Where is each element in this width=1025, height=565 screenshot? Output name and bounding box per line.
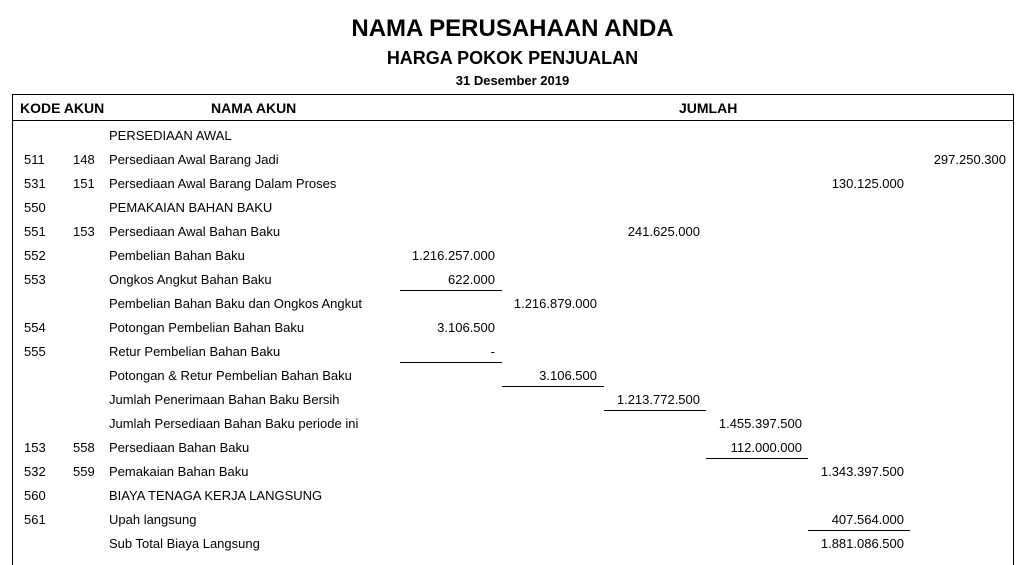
table-row	[0, 388, 1025, 412]
account-subcode: 559	[73, 464, 95, 479]
account-name: PEMAKAIAN BAHAN BAKU	[109, 200, 273, 215]
table-row	[0, 508, 1025, 532]
account-name: Upah langsung	[109, 512, 197, 527]
amount-c5: 407.564.000	[831, 512, 904, 527]
account-subcode: 153	[73, 224, 95, 239]
report-title: HARGA POKOK PENJUALAN	[386, 48, 639, 68]
account-name: PERSEDIAAN AWAL	[109, 128, 232, 143]
company-name: NAMA PERUSAHAAN ANDA	[351, 15, 674, 42]
account-code: 555	[24, 344, 46, 359]
account-code: 561	[24, 512, 46, 527]
underline-rule	[706, 458, 808, 459]
account-subcode: 148	[73, 152, 95, 167]
report-date: 31 Desember 2019	[455, 73, 570, 88]
account-name: Persediaan Awal Bahan Baku	[109, 224, 281, 239]
table-row	[0, 460, 1025, 484]
header-divider	[12, 120, 1013, 121]
table-row	[0, 436, 1025, 460]
table-row	[0, 484, 1025, 508]
account-code: 511	[24, 152, 45, 167]
account-code: 552	[24, 248, 46, 263]
account-name: Persediaan Awal Barang Jadi	[109, 152, 279, 167]
underline-rule	[502, 386, 604, 387]
amount-c4: 1.455.397.500	[718, 416, 802, 431]
account-name: Potongan Pembelian Bahan Baku	[109, 320, 305, 335]
account-code: 560	[24, 488, 46, 503]
table-row	[0, 268, 1025, 292]
table-row	[0, 220, 1025, 244]
account-code: 550	[24, 200, 46, 215]
account-code: 551	[24, 224, 46, 239]
table-row	[0, 292, 1025, 316]
underline-rule	[400, 362, 502, 363]
amount-c2: 3.106.500	[539, 368, 597, 383]
table-row	[0, 196, 1025, 220]
table-row	[0, 148, 1025, 172]
account-code: 532	[24, 464, 46, 479]
table-row	[0, 340, 1025, 364]
amount-c1: 1.216.257.000	[411, 248, 495, 263]
account-name: Pembelian Bahan Baku dan Ongkos Angkut	[109, 296, 362, 311]
amount-c3: 241.625.000	[627, 224, 700, 239]
account-name: Retur Pembelian Bahan Baku	[109, 344, 281, 359]
account-name: BIAYA TENAGA KERJA LANGSUNG	[109, 488, 323, 503]
account-code: 554	[24, 320, 46, 335]
table-row	[0, 364, 1025, 388]
account-name: Persediaan Awal Barang Dalam Proses	[109, 176, 337, 191]
table-row	[0, 316, 1025, 340]
account-name: Jumlah Persediaan Bahan Baku periode ini	[109, 416, 359, 431]
table-row	[0, 412, 1025, 436]
amount-c2: 1.216.879.000	[513, 296, 597, 311]
table-row	[0, 124, 1025, 148]
amount-c1: 622.000	[448, 272, 495, 287]
account-name: Persediaan Bahan Baku	[109, 440, 250, 455]
account-name: Ongkos Angkut Bahan Baku	[109, 272, 272, 287]
account-name: Potongan & Retur Pembelian Bahan Baku	[109, 368, 352, 383]
amount-c6: 297.250.300	[933, 152, 1006, 167]
account-code: 531	[24, 176, 46, 191]
account-name: Sub Total Biaya Langsung	[109, 536, 260, 551]
amount-c1: 3.106.500	[437, 320, 495, 335]
account-name: Jumlah Penerimaan Bahan Baku Bersih	[109, 392, 340, 407]
underline-rule	[400, 290, 502, 291]
table-row	[0, 532, 1025, 556]
amount-c4: 112.000.000	[730, 440, 802, 455]
underline-rule	[808, 530, 910, 531]
table-row	[0, 172, 1025, 196]
amount-c3: 1.213.772.500	[616, 392, 700, 407]
amount-c5: 1.881.086.500	[820, 536, 904, 551]
column-header-nama-akun: NAMA AKUN	[211, 100, 297, 116]
table-row	[0, 244, 1025, 268]
column-header-kode-akun: KODE AKUN	[20, 100, 105, 116]
amount-c5: 1.343.397.500	[820, 464, 904, 479]
account-subcode: 558	[73, 440, 95, 455]
underline-rule	[604, 410, 706, 411]
amount-c1: -	[490, 344, 495, 359]
account-code: 153	[24, 440, 46, 455]
account-code: 553	[24, 272, 46, 287]
account-name: Pembelian Bahan Baku	[109, 248, 245, 263]
account-subcode: 151	[73, 176, 95, 191]
amount-c5: 130.125.000	[831, 176, 904, 191]
account-name: Pemakaian Bahan Baku	[109, 464, 249, 479]
column-header-jumlah: JUMLAH	[679, 100, 738, 116]
